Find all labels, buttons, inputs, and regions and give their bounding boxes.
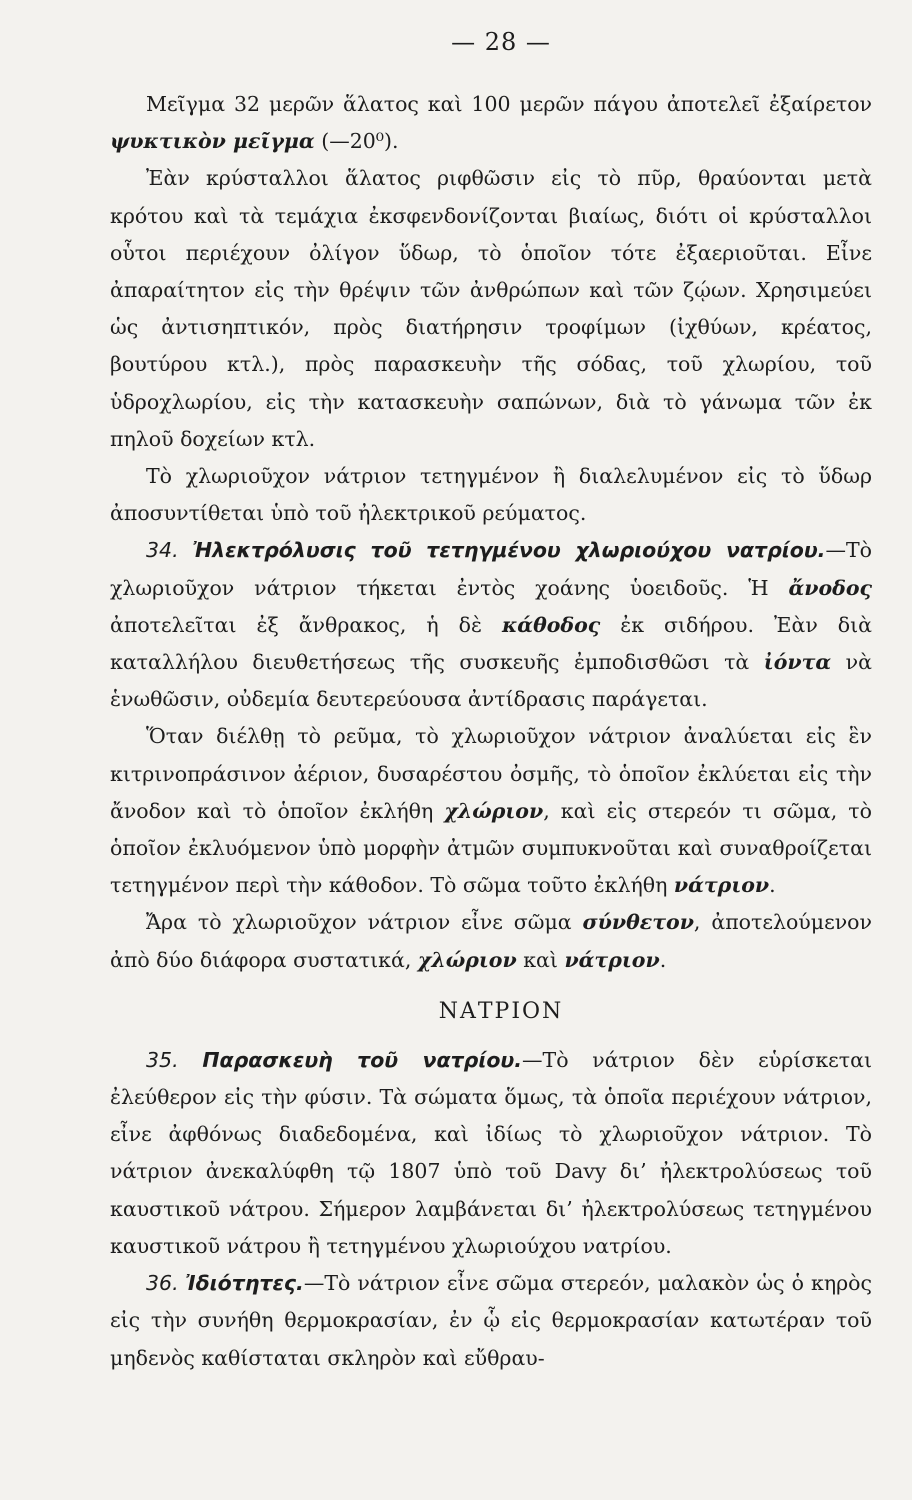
paragraph-products: Ὅταν διέλθῃ τὸ ρεῦμα, τὸ χλωριοῦχον νάτριον ἀναλύεται εἰς ἓν κιτρινοπράσινον ἀέριον, δυσαρέστου ὀσμῆς, τὸ ὁποῖον ἐκλύεται εἰς τὴν ἄνοδον καὶ τὸ ὁποῖον ἐκλήθη χλώριον, καὶ εἰς στερεόν τι σῶμα, τὸ ὁποῖον ἐκλυόμενον ὑπὸ μορφὴν ἀτμῶν συμπυκνοῦται καὶ συναθροίζεται τετηγμένον περὶ τὴν κάθοδον. Τὸ σῶμα τοῦτο ἐκλήθη νάτριον. xyxy=(110,724,872,898)
section-heading-36: Ἰδιότητες. xyxy=(185,1271,304,1296)
section-number-35: 35. xyxy=(146,1047,179,1072)
emphasis-chlorine: χλώριον xyxy=(444,798,544,823)
paragraph-compound: Ἄρα τὸ χλωριοῦχον νάτριον εἶνε σῶμα σύνθετον, ἀποτελούμενον ἀπὸ δύο διάφορα συστατικά, χλώριον καὶ νάτριον. xyxy=(110,910,872,972)
emphasis-cathode: κάθοδος xyxy=(501,612,601,637)
paragraph-cooling-mixture: Μεῖγμα 32 μερῶν ἅλατος καὶ 100 μερῶν πάγου ἀποτελεῖ ἐξαίρετον ψυκτικὸν μεῖγμα (—20⁰). xyxy=(110,92,872,154)
section-number-36: 36. xyxy=(146,1271,179,1296)
section-36: 36. Ἰδιότητες.—Τὸ νάτριον εἶνε σῶμα στερεόν, μαλακὸν ὡς ὁ κηρὸς εἰς τὴν συνήθη θερμοκρασίαν, ἐν ᾧ εἰς θερμοκρασίαν κατωτέραν τοῦ μηδενὸς καθίσταται σκληρὸν καὶ εὔθραυ- xyxy=(110,1271,872,1370)
emphasis-anode: ἄνοδος xyxy=(788,575,872,600)
paragraph-salt-uses: Ἐὰν κρύσταλλοι ἅλατος ριφθῶσιν εἰς τὸ πῦρ, θραύονται μετὰ κρότου καὶ τὰ τεμάχια ἐκσφενδονίζονται βιαίως, διότι οἱ κρύσταλλοι οὗτοι περιέχουν ὀλίγον ὕδωρ, τὸ ὁποῖον τότε ἐξαεριοῦται. Εἶνε ἀπαραίτητον εἰς τὴν θρέψιν τῶν ἀνθρώπων καὶ τῶν ζῴων. Χρησιμεύει ὡς ἀντισηπτικόν, πρὸς διατήρησιν τροφίμων (ἰχθύων, κρέατος, βουτύρου κτλ.), πρὸς παρασκευὴν τῆς σόδας, τοῦ χλωρίου, τοῦ ὑδροχλωρίου, εἰς τὴν κατασκευὴν σαπώνων, διὰ τὸ γάνωμα τῶν ἐκ πηλοῦ δοχείων κτλ. xyxy=(110,166,872,451)
emphasis-chlorine-2: χλώριον xyxy=(417,947,517,972)
section-number-34: 34. xyxy=(146,538,179,563)
paragraph-electrolysis-intro: Τὸ χλωριοῦχον νάτριον τετηγμένον ἢ διαλελυμένον εἰς τὸ ὕδωρ ἀποσυντίθεται ὑπὸ τοῦ ἠλεκτρικοῦ ρεύματος. xyxy=(110,464,872,526)
emphasis-compound: σύνθετον xyxy=(582,910,694,935)
page-number: — 28 — xyxy=(451,28,551,56)
emphasis-sodium: νάτριον xyxy=(673,873,770,898)
emphasis-ions: ἰόντα xyxy=(763,650,832,675)
section-heading-34: Ἠλεκτρόλυσις τοῦ τετηγμένου χλωριούχου νατρίου. xyxy=(192,538,826,563)
section-34: 34. Ἠλεκτρόλυσις τοῦ τετηγμένου χλωριούχου νατρίου.—Τὸ χλωριοῦχον νάτριον τήκεται ἐντὸς χοάνης ὑοειδοῦς. Ἡ ἄνοδος ἀποτελεῖται ἐξ ἄνθρακος, ἡ δὲ κάθοδος ἐκ σιδήρου. Ἐὰν διὰ καταλλήλου διευθετήσεως τῆς συσκευῆς ἐμποδισθῶσι τὰ ἰόντα νὰ ἑνωθῶσιν, οὐδεμία δευτερεύουσα ἀντίδρασις παράγεται. xyxy=(110,538,872,712)
emphasis-sodium-2: νάτριον xyxy=(564,947,660,972)
emphasis-cooling-mixture: ψυκτικὸν μεῖγμα xyxy=(110,129,315,154)
section-heading-35: Παρασκευὴ τοῦ νατρίου. xyxy=(202,1047,523,1072)
section-35: 35. Παρασκευὴ τοῦ νατρίου.—Τὸ νάτριον δὲν εὑρίσκεται ἐλεύθερον εἰς τὴν φύσιν. Τὰ σώματα ὅμως, τὰ ὁποῖα περιέχουν νάτριον, εἶνε ἀφθόνως διαδεδομένα, καὶ ἰδίως τὸ χλωριοῦχον νάτριον. Τὸ νάτριον ἀνεκαλύφθη τῷ 1807 ὑπὸ τοῦ Davy δι’ ἠλεκτρολύσεως τοῦ καυστικοῦ νάτρου. Σήμερον λαμβάνεται δι’ ἠλεκτρολύσεως τετηγμένου καυστικοῦ νάτρου ἢ τετηγμένου χλωριούχου νατρίου. xyxy=(110,1047,872,1258)
section-title-sodium: ΝΑΤΡΙΟΝ xyxy=(438,998,564,1024)
